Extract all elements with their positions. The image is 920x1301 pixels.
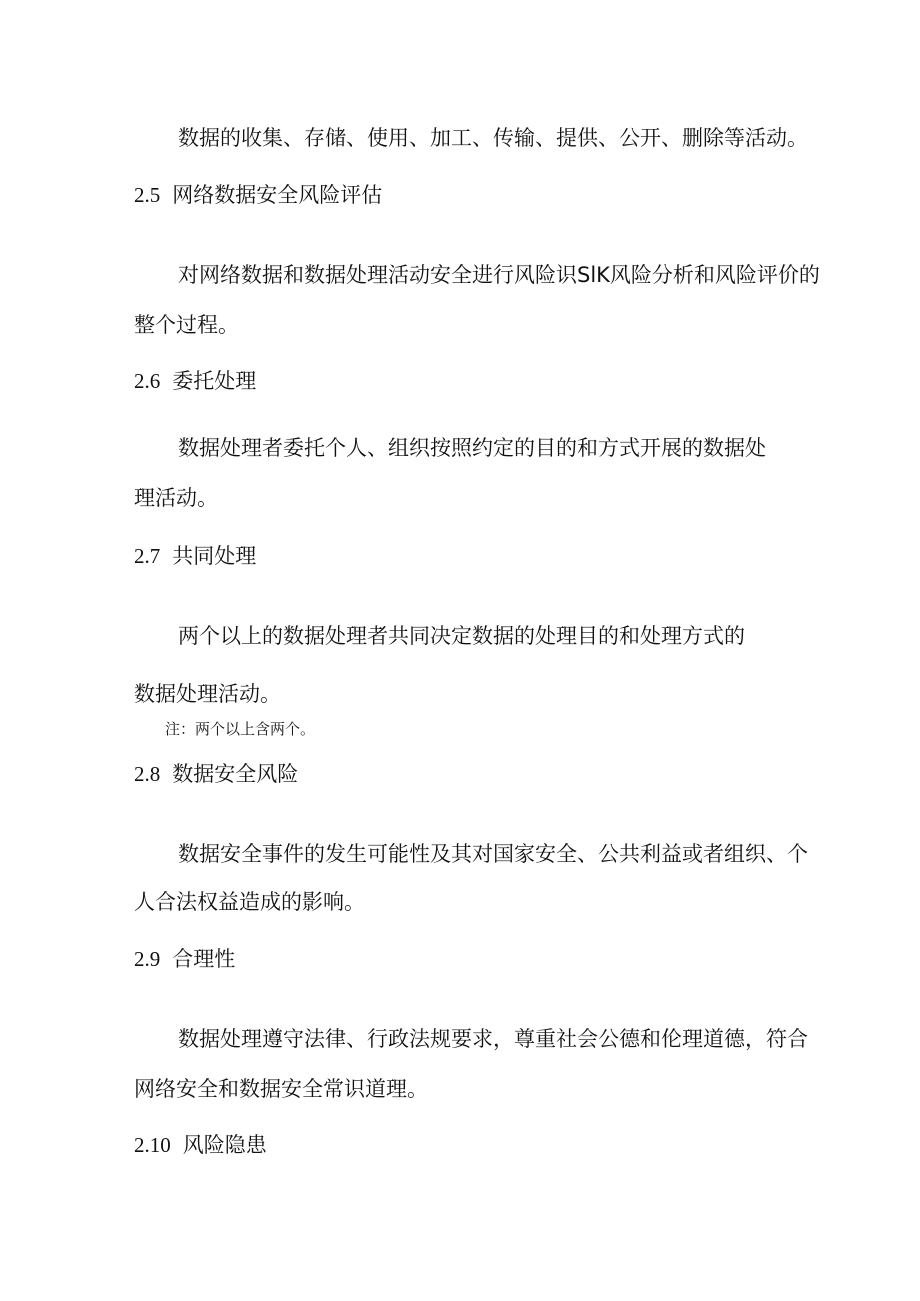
section-number: 2.6 (134, 369, 161, 393)
section-2-6-text-line-1: 数据处理者委托个人、组织按照约定的目的和方式开展的数据处 (178, 436, 766, 460)
section-title: 合理性 (172, 947, 236, 971)
section-2-7-note: 注：两个以上含两个。 (165, 720, 316, 738)
section-title: 网络数据安全风险评估 (172, 183, 383, 207)
section-number: 2.9 (134, 947, 161, 971)
section-heading-2-5 (134, 181, 382, 209)
section-2-5-text-line-2: 整个过程。 (134, 313, 239, 337)
section-2-8-text-line-2: 人合法权益造成的影响。 (134, 890, 365, 914)
section-title: 委托处理 (172, 369, 257, 393)
section-title: 数据安全风险 (172, 762, 299, 786)
section-2-6-text-line-2: 理活动。 (134, 486, 218, 510)
section-heading-2-7 (134, 542, 256, 570)
section-title: 共同处理 (172, 544, 257, 568)
section-2-8-text-line-1: 数据安全事件的发生可能性及其对国家安全、公共利益或者组织、个 (178, 842, 808, 866)
section-2-5-text-line-1: 对网络数据和数据处理活动安全进行风险识SlK风险分析和风险评价的 (178, 263, 820, 287)
section-2-7-text-line-1: 两个以上的数据处理者共同决定数据的处理目的和处理方式的 (178, 624, 745, 648)
section-heading-2-8 (134, 760, 298, 788)
section-2-9-text-line-2: 网络安全和数据安全常识道理。 (134, 1077, 428, 1101)
section-heading-2-6 (134, 367, 256, 395)
intro-text-line-1: 数据的收集、存储、使用、加工、传输、提供、公开、删除等活动。 (178, 126, 808, 150)
section-heading-2-10 (134, 1131, 267, 1159)
section-number: 2.5 (134, 183, 161, 207)
section-2-9-text-line-1: 数据处理遵守法律、行政法规要求，尊重社会公德和伦理道德，符合 (178, 1027, 808, 1051)
section-heading-2-9 (134, 945, 235, 973)
section-number: 2.7 (134, 544, 161, 568)
section-number: 2.10 (134, 1133, 171, 1157)
section-2-7-text-line-2: 数据处理活动。 (134, 682, 281, 706)
section-title: 风险隐患 (182, 1133, 267, 1157)
section-number: 2.8 (134, 762, 161, 786)
